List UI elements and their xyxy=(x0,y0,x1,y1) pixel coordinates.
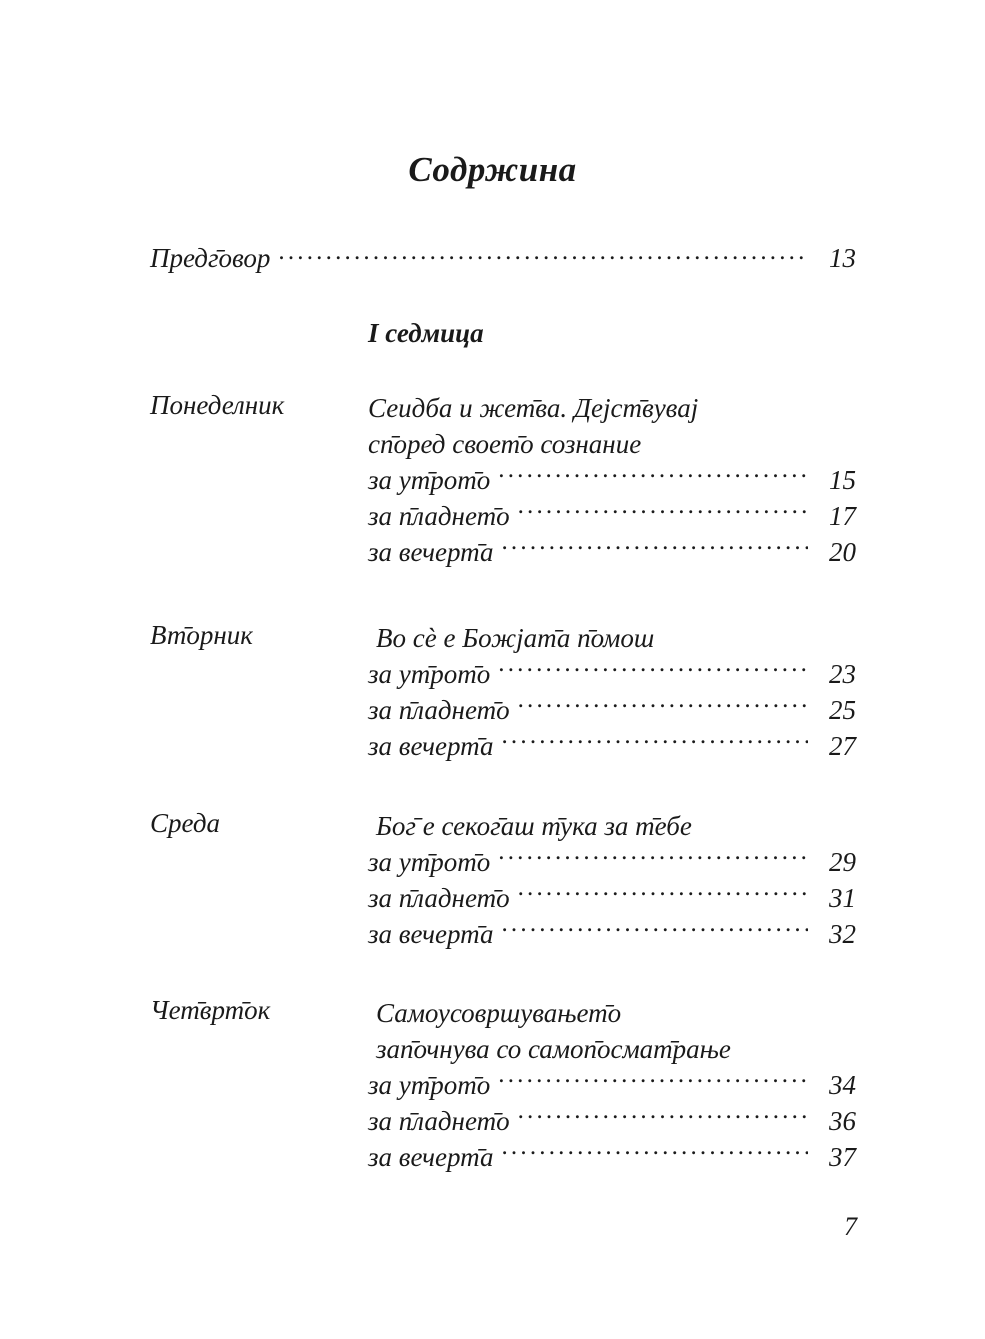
toc-entry[interactable] xyxy=(368,880,856,916)
day-content xyxy=(368,808,856,952)
toc-entry[interactable] xyxy=(368,462,856,498)
day-block xyxy=(150,995,856,1175)
toc-entry-label: за ут̄рот̄о xyxy=(368,465,491,495)
toc-entry[interactable] xyxy=(368,728,856,764)
day-content xyxy=(368,995,856,1175)
dot-leader xyxy=(498,1067,808,1094)
dot-leader xyxy=(498,656,808,683)
dot-leader xyxy=(518,880,808,907)
toc-entry-page: 32 xyxy=(829,919,856,949)
day-title-line: зап̄очнува со самоп̄осмат̄рање xyxy=(376,1034,731,1064)
page-folio: 7 xyxy=(844,1212,857,1241)
dot-leader xyxy=(518,1103,808,1130)
toc-entry-label: за п̄ладнет̄о xyxy=(368,501,510,531)
day-block xyxy=(150,808,856,952)
toc-entry[interactable] xyxy=(368,534,856,570)
toc-entry-page: 23 xyxy=(829,659,856,689)
toc-entry-label: Предг̄овор xyxy=(150,243,271,273)
toc-entry-page: 15 xyxy=(829,465,856,495)
toc-entry-predgovor[interactable] xyxy=(150,240,856,274)
toc-entry-label: за п̄ладнет̄о xyxy=(368,695,510,725)
toc-entry-page: 34 xyxy=(829,1070,856,1100)
day-name: Чет̄врт̄ок xyxy=(150,995,271,1025)
toc-entry-page: 25 xyxy=(829,695,856,725)
dot-leader xyxy=(518,692,808,719)
toc-entry[interactable] xyxy=(368,1067,856,1103)
day-block xyxy=(150,620,856,764)
toc-entry-label: за вечерт̄а xyxy=(368,919,494,949)
toc-entry-label: за вечерт̄а xyxy=(368,731,494,761)
toc-entry-label: за п̄ладнет̄о xyxy=(368,883,510,913)
toc-entry[interactable] xyxy=(368,1103,856,1139)
day-name: Вт̄орник xyxy=(150,620,253,650)
toc-entry-label: за ут̄рот̄о xyxy=(368,847,491,877)
day-block xyxy=(150,390,856,570)
toc-entry-page: 31 xyxy=(829,883,856,913)
toc-entry-label: за вечерт̄а xyxy=(368,1142,494,1172)
dot-leader xyxy=(501,728,808,755)
toc-entry-label: за п̄ладнет̄о xyxy=(368,1106,510,1136)
dot-leader xyxy=(501,534,808,561)
toc-entry[interactable] xyxy=(368,844,856,880)
dot-leader xyxy=(498,844,808,871)
toc-entry-page: 27 xyxy=(829,731,856,761)
day-name: Среда xyxy=(150,808,220,838)
toc-entry-label: за ут̄рот̄о xyxy=(368,659,491,689)
day-title-line: Сеидба и жет̄ва. Дејст̄вувај xyxy=(368,393,699,423)
toc-entry-page: 13 xyxy=(829,243,856,273)
toc-entry-label: за вечерт̄а xyxy=(368,537,494,567)
day-title-line: Бог̄ е секог̄аш т̄ука за т̄ебе xyxy=(376,811,692,841)
toc-entry[interactable] xyxy=(368,692,856,728)
day-title-line: Во сè е Божјат̄а п̄омош xyxy=(376,623,655,653)
dot-leader xyxy=(498,462,808,489)
toc-entry-page: 17 xyxy=(829,501,856,531)
toc-entry[interactable] xyxy=(368,1139,856,1175)
toc-entry[interactable] xyxy=(368,498,856,534)
day-content xyxy=(368,620,856,764)
page-title: Содржина xyxy=(408,150,577,189)
toc-entry[interactable] xyxy=(368,656,856,692)
toc-entry-page: 29 xyxy=(829,847,856,877)
dot-leader xyxy=(501,1139,808,1166)
toc-entry[interactable] xyxy=(368,916,856,952)
week-heading: I седмица xyxy=(368,318,484,348)
dot-leader xyxy=(278,240,808,267)
toc-entry-page: 36 xyxy=(829,1106,856,1136)
day-title-line: Самоусовршувањет̄о xyxy=(376,998,622,1028)
toc-entry-label: за ут̄рот̄о xyxy=(368,1070,491,1100)
dot-leader xyxy=(501,916,808,943)
toc-entry-page: 37 xyxy=(829,1142,856,1172)
day-title-line: сп̄оред своет̄о сознание xyxy=(368,429,642,459)
toc-entry-page: 20 xyxy=(829,537,856,567)
dot-leader xyxy=(518,498,808,525)
day-name: Понеделник xyxy=(150,390,285,420)
day-content xyxy=(368,390,856,570)
